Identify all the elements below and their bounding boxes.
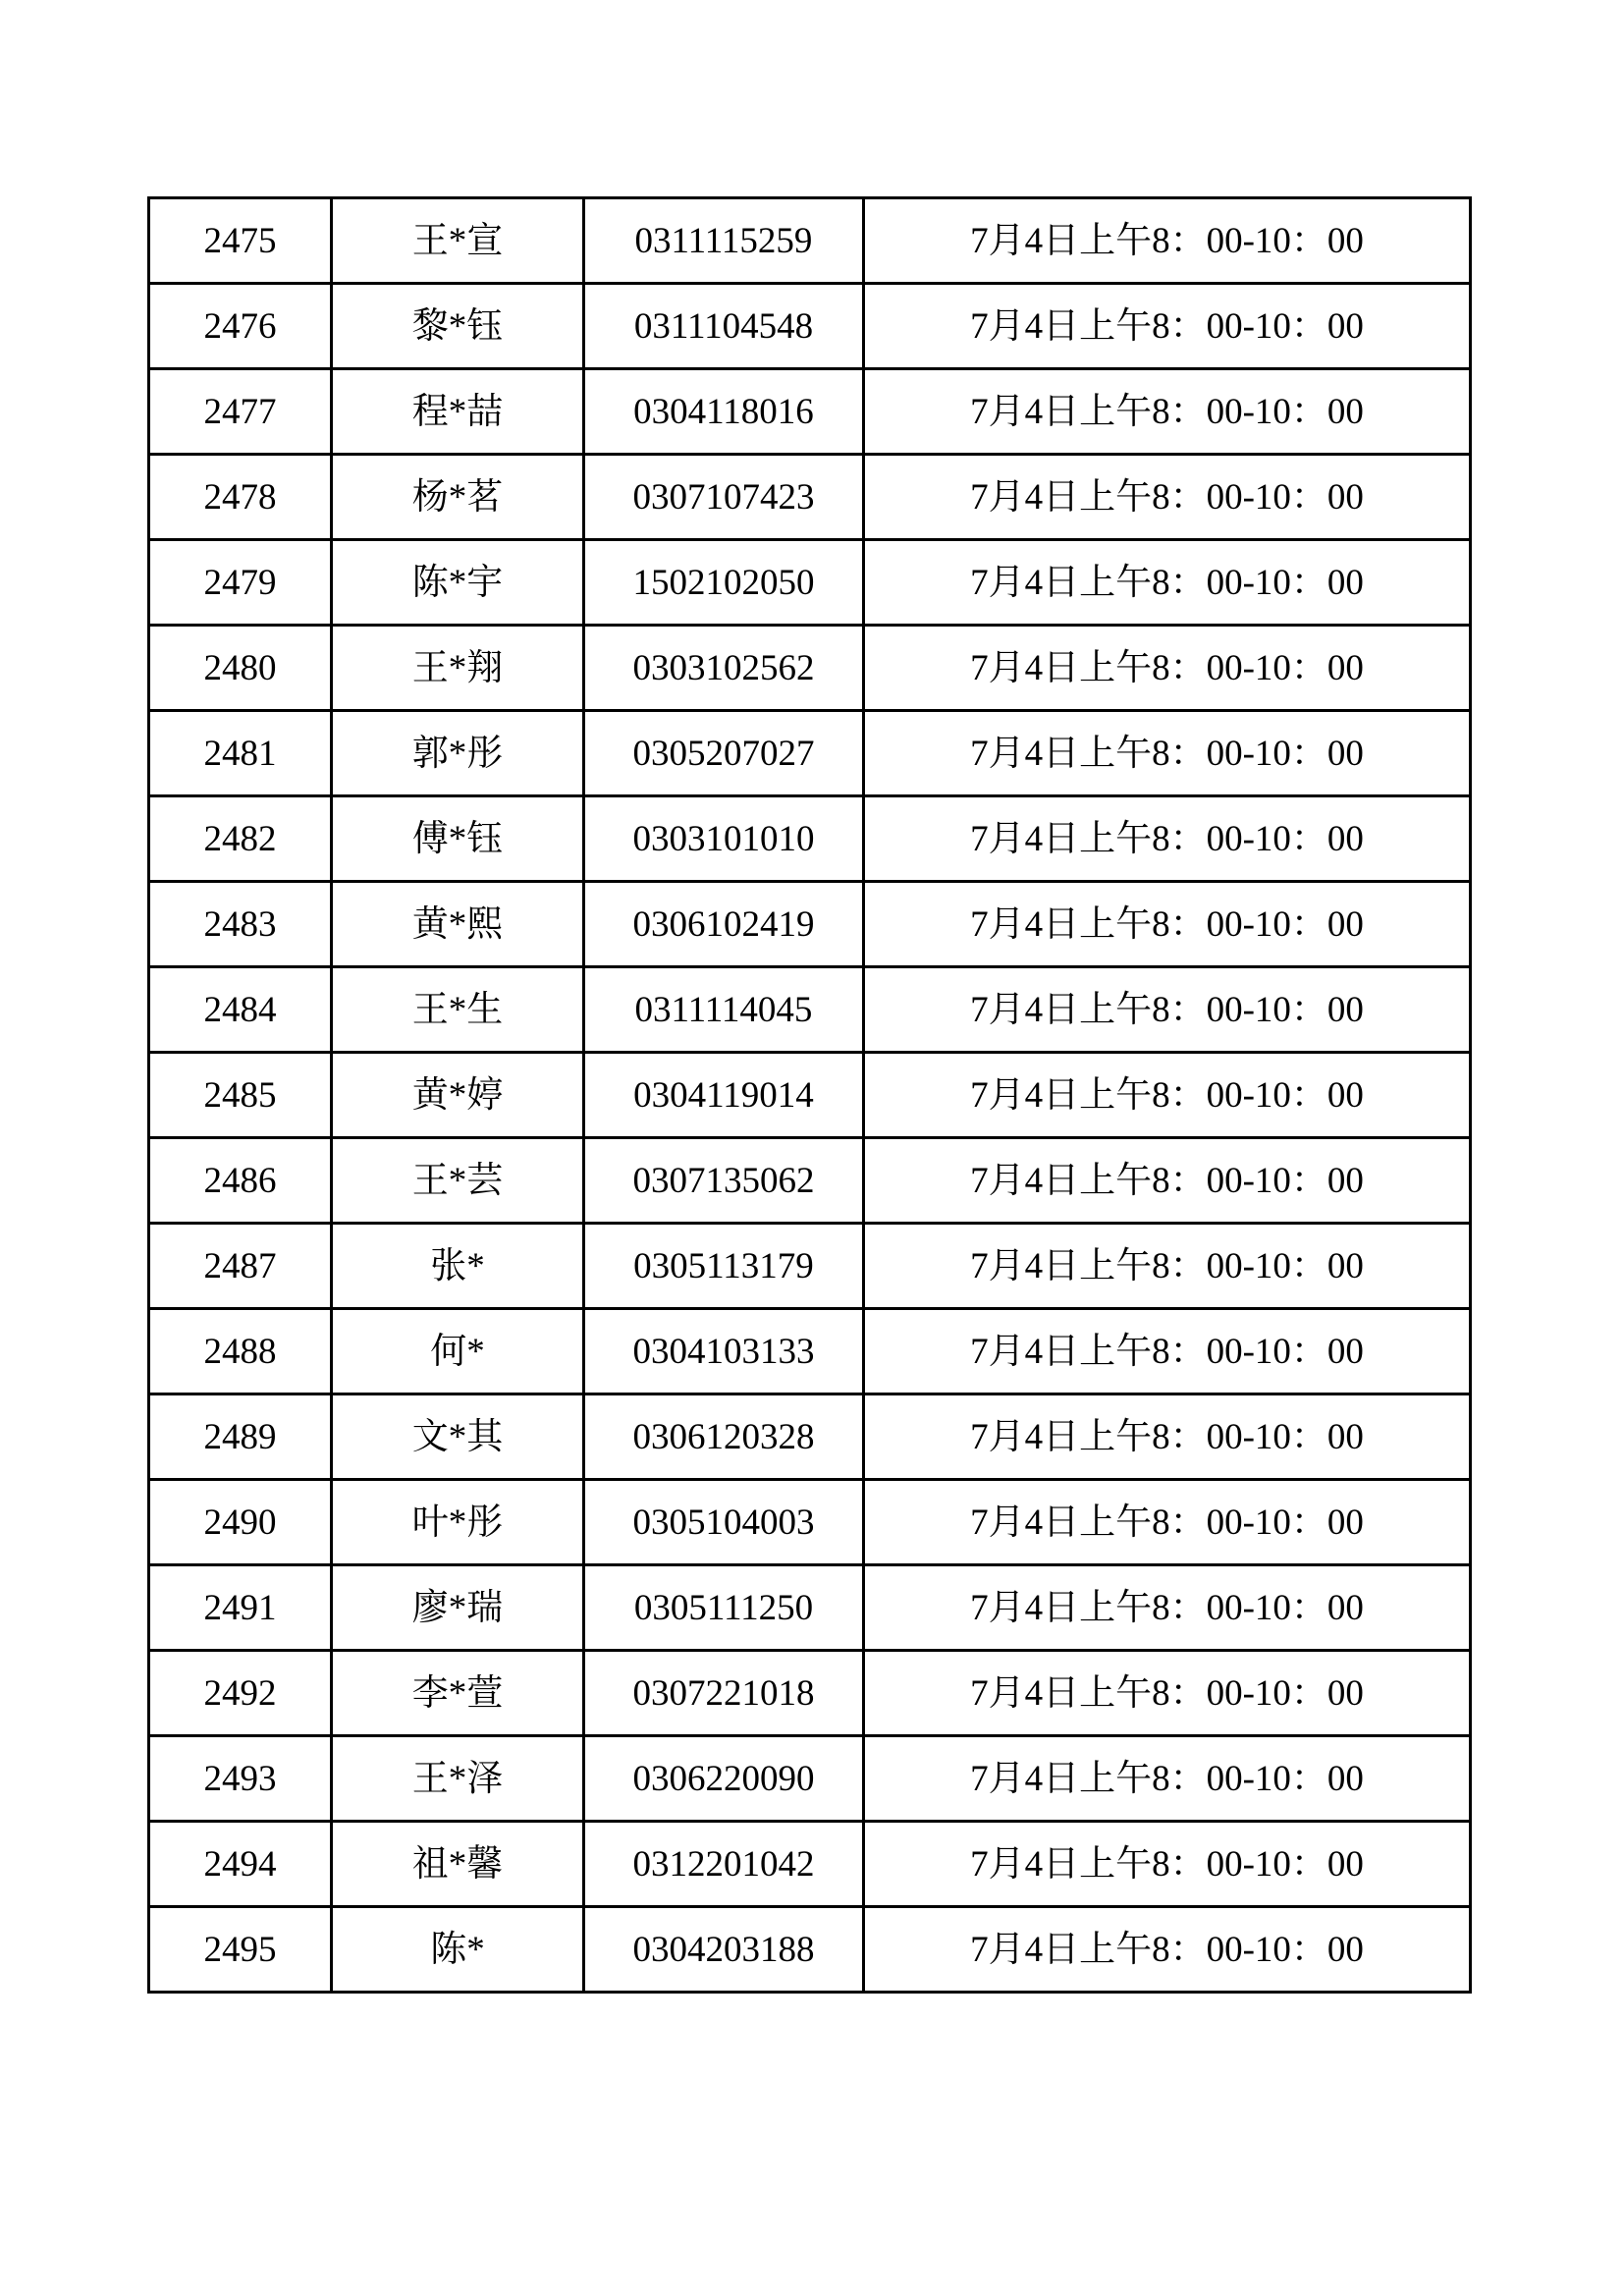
student-name: 廖*瑞 bbox=[332, 1565, 584, 1651]
student-id: 0305111250 bbox=[584, 1565, 864, 1651]
table-row bbox=[149, 711, 1471, 796]
student-name: 张* bbox=[332, 1224, 584, 1309]
student-name: 郭*彤 bbox=[332, 711, 584, 796]
student-name: 程*喆 bbox=[332, 369, 584, 455]
table-row bbox=[149, 1907, 1471, 1993]
table-row bbox=[149, 1053, 1471, 1138]
appointment-time: 7月4日上午8：00-10：00 bbox=[864, 1053, 1471, 1138]
row-number: 2481 bbox=[149, 711, 332, 796]
student-id: 0311115259 bbox=[584, 198, 864, 284]
student-id: 0306102419 bbox=[584, 882, 864, 967]
appointment-time: 7月4日上午8：00-10：00 bbox=[864, 1480, 1471, 1565]
student-name: 陈* bbox=[332, 1907, 584, 1993]
appointment-time: 7月4日上午8：00-10：00 bbox=[864, 1651, 1471, 1736]
appointment-time: 7月4日上午8：00-10：00 bbox=[864, 455, 1471, 540]
appointment-time: 7月4日上午8：00-10：00 bbox=[864, 711, 1471, 796]
appointment-time: 7月4日上午8：00-10：00 bbox=[864, 1565, 1471, 1651]
student-name: 黄*婷 bbox=[332, 1053, 584, 1138]
student-name: 王*翔 bbox=[332, 626, 584, 711]
student-id: 1502102050 bbox=[584, 540, 864, 626]
student-name: 杨*茗 bbox=[332, 455, 584, 540]
student-id: 0304119014 bbox=[584, 1053, 864, 1138]
student-id: 0312201042 bbox=[584, 1822, 864, 1907]
row-number: 2484 bbox=[149, 967, 332, 1053]
table-row bbox=[149, 1822, 1471, 1907]
table-row bbox=[149, 882, 1471, 967]
table-row bbox=[149, 284, 1471, 369]
student-id: 0305207027 bbox=[584, 711, 864, 796]
table-row bbox=[149, 1394, 1471, 1480]
row-number: 2495 bbox=[149, 1907, 332, 1993]
student-id: 0304203188 bbox=[584, 1907, 864, 1993]
appointment-time: 7月4日上午8：00-10：00 bbox=[864, 882, 1471, 967]
appointment-time: 7月4日上午8：00-10：00 bbox=[864, 967, 1471, 1053]
student-name: 李*萱 bbox=[332, 1651, 584, 1736]
appointment-time: 7月4日上午8：00-10：00 bbox=[864, 540, 1471, 626]
table-row bbox=[149, 369, 1471, 455]
student-id: 0304118016 bbox=[584, 369, 864, 455]
table-row bbox=[149, 198, 1471, 284]
student-name: 傅*钰 bbox=[332, 796, 584, 882]
appointment-time: 7月4日上午8：00-10：00 bbox=[864, 796, 1471, 882]
student-id: 0305104003 bbox=[584, 1480, 864, 1565]
table-row bbox=[149, 1736, 1471, 1822]
appointment-time: 7月4日上午8：00-10：00 bbox=[864, 284, 1471, 369]
appointment-time: 7月4日上午8：00-10：00 bbox=[864, 1394, 1471, 1480]
appointment-time: 7月4日上午8：00-10：00 bbox=[864, 369, 1471, 455]
row-number: 2479 bbox=[149, 540, 332, 626]
student-id: 0307221018 bbox=[584, 1651, 864, 1736]
row-number: 2489 bbox=[149, 1394, 332, 1480]
table-row bbox=[149, 1651, 1471, 1736]
schedule-table bbox=[147, 196, 1472, 1994]
student-name: 黄*熙 bbox=[332, 882, 584, 967]
student-name: 王*宣 bbox=[332, 198, 584, 284]
appointment-time: 7月4日上午8：00-10：00 bbox=[864, 1822, 1471, 1907]
table-row bbox=[149, 967, 1471, 1053]
table-row bbox=[149, 1565, 1471, 1651]
schedule-sheet bbox=[147, 196, 1469, 1994]
appointment-time: 7月4日上午8：00-10：00 bbox=[864, 1138, 1471, 1224]
student-id: 0307135062 bbox=[584, 1138, 864, 1224]
table-row bbox=[149, 1480, 1471, 1565]
appointment-time: 7月4日上午8：00-10：00 bbox=[864, 626, 1471, 711]
row-number: 2491 bbox=[149, 1565, 332, 1651]
row-number: 2483 bbox=[149, 882, 332, 967]
appointment-time: 7月4日上午8：00-10：00 bbox=[864, 1309, 1471, 1394]
table-row bbox=[149, 455, 1471, 540]
appointment-time: 7月4日上午8：00-10：00 bbox=[864, 198, 1471, 284]
appointment-time: 7月4日上午8：00-10：00 bbox=[864, 1736, 1471, 1822]
student-name: 王*生 bbox=[332, 967, 584, 1053]
student-name: 叶*彤 bbox=[332, 1480, 584, 1565]
table-row bbox=[149, 1224, 1471, 1309]
student-id: 0306220090 bbox=[584, 1736, 864, 1822]
row-number: 2476 bbox=[149, 284, 332, 369]
table-row bbox=[149, 1138, 1471, 1224]
row-number: 2494 bbox=[149, 1822, 332, 1907]
row-number: 2482 bbox=[149, 796, 332, 882]
row-number: 2480 bbox=[149, 626, 332, 711]
row-number: 2493 bbox=[149, 1736, 332, 1822]
student-id: 0311104548 bbox=[584, 284, 864, 369]
student-id: 0311114045 bbox=[584, 967, 864, 1053]
appointment-time: 7月4日上午8：00-10：00 bbox=[864, 1224, 1471, 1309]
row-number: 2478 bbox=[149, 455, 332, 540]
student-name: 黎*钰 bbox=[332, 284, 584, 369]
student-name: 文*其 bbox=[332, 1394, 584, 1480]
student-name: 王*泽 bbox=[332, 1736, 584, 1822]
student-name: 祖*馨 bbox=[332, 1822, 584, 1907]
appointment-time: 7月4日上午8：00-10：00 bbox=[864, 1907, 1471, 1993]
student-name: 王*芸 bbox=[332, 1138, 584, 1224]
row-number: 2477 bbox=[149, 369, 332, 455]
table-row bbox=[149, 540, 1471, 626]
table-row bbox=[149, 796, 1471, 882]
row-number: 2488 bbox=[149, 1309, 332, 1394]
student-id: 0306120328 bbox=[584, 1394, 864, 1480]
student-id: 0303102562 bbox=[584, 626, 864, 711]
student-id: 0303101010 bbox=[584, 796, 864, 882]
student-id: 0307107423 bbox=[584, 455, 864, 540]
row-number: 2485 bbox=[149, 1053, 332, 1138]
student-id: 0305113179 bbox=[584, 1224, 864, 1309]
row-number: 2475 bbox=[149, 198, 332, 284]
table-row bbox=[149, 626, 1471, 711]
student-name: 何* bbox=[332, 1309, 584, 1394]
row-number: 2490 bbox=[149, 1480, 332, 1565]
row-number: 2486 bbox=[149, 1138, 332, 1224]
row-number: 2487 bbox=[149, 1224, 332, 1309]
student-name: 陈*宇 bbox=[332, 540, 584, 626]
table-row bbox=[149, 1309, 1471, 1394]
student-id: 0304103133 bbox=[584, 1309, 864, 1394]
row-number: 2492 bbox=[149, 1651, 332, 1736]
